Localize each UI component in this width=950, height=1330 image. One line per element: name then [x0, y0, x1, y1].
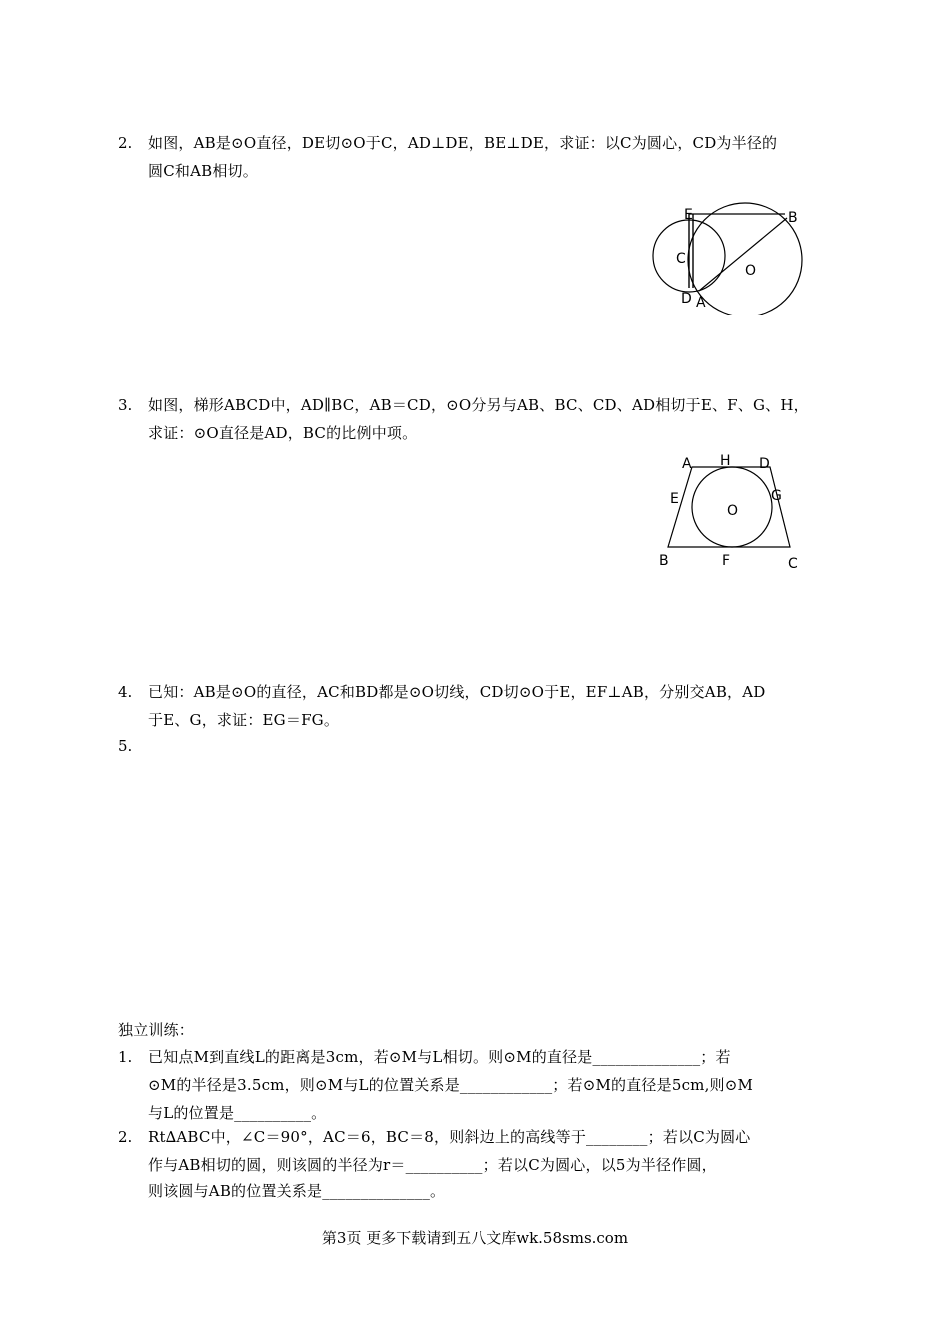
- label-o: O: [727, 503, 739, 519]
- label-d: D: [759, 456, 770, 472]
- page-footer: 第3页 更多下载请到五八文库wk.58sms.com: [321, 1229, 629, 1247]
- training-q1-line1: 已知点M到直线L的距离是3cm，若⊙M与L相切。则⊙M的直径是______________；若: [148, 1048, 731, 1066]
- problem-3-number: 3.: [118, 396, 133, 414]
- training-q1-line2: ⊙M的半径是3.5cm，则⊙M与L的位置关系是____________；若⊙M的直径是5cm,则⊙M: [148, 1076, 754, 1094]
- problem-4-text-line1: 已知：AB是⊙O的直径，AC和BD都是⊙O切线，CD切⊙O于E，EF⊥AB，分别交AB，AD: [148, 683, 766, 701]
- problem-4-text-line2: 于E、G，求证：EG＝FG。: [148, 711, 340, 729]
- problem-5-number: 5.: [118, 737, 133, 755]
- label-a: A: [696, 295, 706, 311]
- label-g: G: [771, 488, 782, 504]
- training-q2-line2: 作与AB相切的圆，则该圆的半径为r＝__________；若以C为圆心，以5为半径作圆，: [148, 1156, 717, 1174]
- training-heading: 独立训练：: [118, 1021, 195, 1039]
- problem-4-number: 4.: [118, 683, 133, 701]
- problem-2-text-line1: 如图，AB是⊙O直径，DE切⊙O于C，AD⊥DE，BE⊥DE，求证：以C为圆心，CD为半径的: [148, 134, 778, 152]
- training-q2-line3: 则该圆与AB的位置关系是______________。: [148, 1182, 446, 1200]
- problem-2-number: 2.: [118, 134, 133, 152]
- label-d: D: [681, 291, 692, 307]
- label-o: O: [745, 263, 757, 279]
- label-a: A: [682, 456, 692, 472]
- training-q1-line3: 与L的位置是__________。: [148, 1104, 327, 1122]
- training-q2-line1: Rt∆ABC中，∠C＝90°，AC＝6，BC＝8，则斜边上的高线等于________；若以C为圆心: [148, 1128, 751, 1146]
- problem-3-text-line1: 如图，梯形ABCD中，AD∥BC，AB＝CD，⊙O分另与AB、BC、CD、AD相切于E、F、G、H，: [148, 396, 809, 414]
- label-c: C: [676, 251, 686, 267]
- label-e: E: [670, 491, 679, 507]
- problem-3-figure: [650, 448, 810, 578]
- label-f: F: [722, 553, 731, 569]
- label-c: C: [788, 556, 798, 572]
- problem-3-text-line2: 求证：⊙O直径是AD，BC的比例中项。: [148, 424, 418, 442]
- label-h: H: [720, 453, 731, 469]
- problem-2-text-line2: 圆C和AB相切。: [148, 162, 258, 180]
- label-e: E: [684, 207, 693, 223]
- problem-2-figure: [645, 185, 815, 315]
- training-q2-number: 2.: [118, 1128, 133, 1146]
- training-q1-number: 1.: [118, 1048, 133, 1066]
- label-b: B: [788, 210, 798, 226]
- label-b: B: [659, 553, 669, 569]
